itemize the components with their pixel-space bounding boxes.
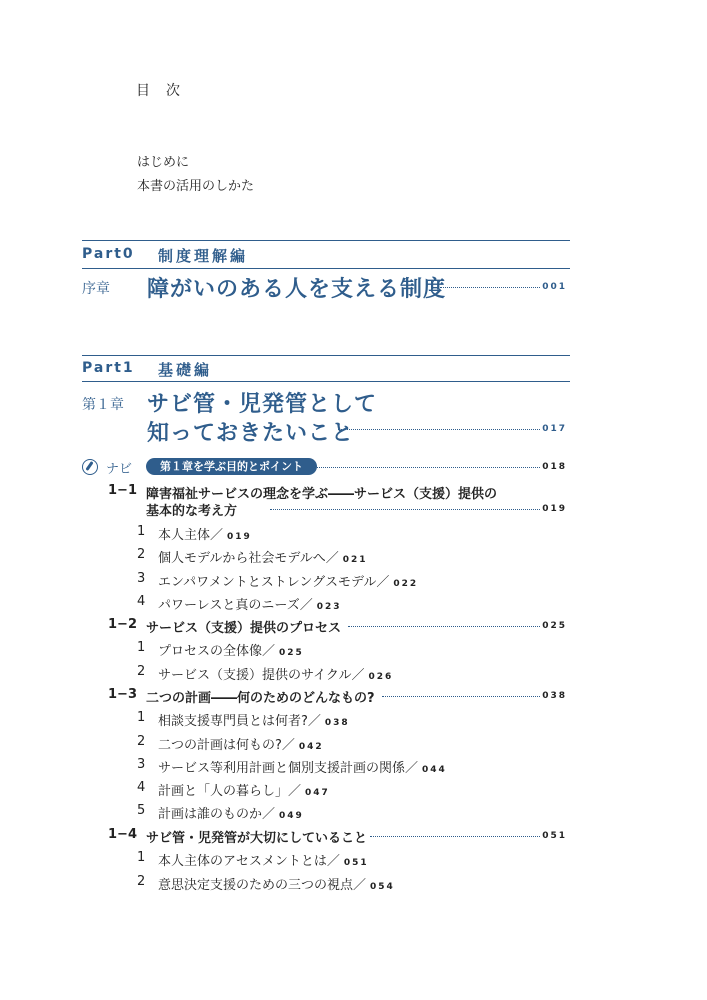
part1-chapter-label: 第１章 <box>82 397 124 413</box>
part0-chapter-label: 序章 <box>82 281 110 297</box>
section-1-2-title[interactable]: サービス（支援）提供のプロセス <box>146 621 342 636</box>
subsection-title[interactable]: 二つの計画は何もの?／ 042 <box>158 738 324 753</box>
subsection-title[interactable]: サービス（支援）提供のサイクル／ 026 <box>158 668 394 683</box>
subsection-title[interactable]: 本人主体のアセスメントとは／ 051 <box>158 854 369 869</box>
subsection-number: 3 <box>137 757 146 772</box>
part1-chapter-page: 017 <box>542 424 567 434</box>
section-1-4-number: 1−4 <box>108 827 137 842</box>
section-1-4-title[interactable]: サビ管・児発管が大切にしていること <box>146 831 368 846</box>
subsection-page: 051 <box>343 858 369 868</box>
part1-title: 基礎編 <box>158 361 213 379</box>
navi-pill[interactable]: 第１章を学ぶ目的とポイント <box>146 458 317 475</box>
section-1-4-leader <box>370 836 540 837</box>
subsection-title[interactable]: サービス等利用計画と個別支援計画の関係／ 044 <box>158 761 447 776</box>
subsection-title[interactable]: プロセスの全体像／ 025 <box>158 644 304 659</box>
part0-label: Part0 <box>82 246 135 262</box>
part1-chapter-title-line1[interactable]: サビ管・児発管として <box>147 392 378 417</box>
subsection-number: 2 <box>137 734 146 749</box>
part0-chapter-page: 001 <box>542 282 567 292</box>
part1-top-rule <box>82 355 570 356</box>
subsection-page: 023 <box>316 602 342 612</box>
subsection-page: 054 <box>370 882 395 892</box>
navi-page: 018 <box>542 462 567 472</box>
section-1-1-number: 1−1 <box>108 483 137 498</box>
subsection-number: 5 <box>137 803 146 818</box>
part1-label: Part1 <box>82 360 135 376</box>
part0-chapter-leader <box>440 287 540 288</box>
section-1-2-leader <box>348 626 540 627</box>
front-matter-how-to-use[interactable]: 本書の活用のしかた <box>137 179 255 194</box>
subsection-number: 4 <box>137 780 146 795</box>
part1-chapter-title-line2[interactable]: 知っておきたいこと <box>147 421 355 446</box>
subsection-number: 3 <box>137 571 146 586</box>
subsection-page: 025 <box>279 648 304 658</box>
section-1-3-number: 1−3 <box>108 687 137 702</box>
part1-chapter-leader <box>338 429 540 430</box>
compass-icon <box>82 459 98 475</box>
section-1-4-page: 051 <box>542 831 567 841</box>
subsection-title[interactable]: 意思決定支援のための三つの視点／ 054 <box>158 878 395 893</box>
part0-chapter-title[interactable]: 障がいのある人を支える制度 <box>147 277 447 302</box>
section-1-3-page: 038 <box>542 691 567 701</box>
page-title: 目 次 <box>136 83 181 99</box>
subsection-page: 021 <box>342 555 368 565</box>
subsection-title[interactable]: 計画と「人の暮らし」／ 047 <box>158 784 330 799</box>
section-1-3-leader <box>382 696 540 697</box>
subsection-number: 2 <box>137 664 146 679</box>
subsection-title[interactable]: 計画は誰のものか／ 049 <box>158 807 304 822</box>
part0-top-rule <box>82 240 570 241</box>
subsection-number: 4 <box>137 594 146 609</box>
section-1-2-page: 025 <box>542 621 567 631</box>
section-1-1-title[interactable]: 障害福祉サービスの理念を学ぶ――サービス（支援）提供の <box>146 487 498 502</box>
subsection-page: 042 <box>298 742 324 752</box>
part0-title: 制度理解編 <box>158 247 249 265</box>
subsection-page: 019 <box>227 532 252 542</box>
subsection-number: 1 <box>137 710 146 725</box>
section-1-1-page: 019 <box>542 504 567 514</box>
subsection-page: 038 <box>324 718 350 728</box>
subsection-page: 047 <box>305 788 330 798</box>
part1-bottom-rule <box>82 381 570 382</box>
subsection-page: 049 <box>279 811 304 821</box>
subsection-number: 1 <box>137 524 146 539</box>
subsection-page: 022 <box>393 579 419 589</box>
section-1-1-title-line2[interactable]: 基本的な考え方 <box>146 504 238 519</box>
subsection-number: 1 <box>137 850 146 865</box>
navi-label: ナビ <box>106 462 133 477</box>
subsection-page: 044 <box>422 765 447 775</box>
section-1-3-title[interactable]: 二つの計画――何のためのどんなもの? <box>146 691 375 706</box>
subsection-number: 2 <box>137 874 146 889</box>
subsection-title[interactable]: 相談支援専門員とは何者?／ 038 <box>158 714 350 729</box>
subsection-title[interactable]: パワーレスと真のニーズ／ 023 <box>158 598 342 613</box>
subsection-title[interactable]: 本人主体／ 019 <box>158 528 252 543</box>
section-1-2-number: 1−2 <box>108 617 137 632</box>
subsection-number: 2 <box>137 547 146 562</box>
navi-leader <box>312 467 540 468</box>
part0-bottom-rule <box>82 268 570 269</box>
section-1-1-leader <box>270 509 540 510</box>
subsection-title[interactable]: エンパワメントとストレングスモデル／ 022 <box>158 575 419 590</box>
subsection-number: 1 <box>137 640 146 655</box>
front-matter-preface[interactable]: はじめに <box>137 155 190 170</box>
subsection-title[interactable]: 個人モデルから社会モデルへ／ 021 <box>158 551 368 566</box>
subsection-page: 026 <box>368 672 394 682</box>
